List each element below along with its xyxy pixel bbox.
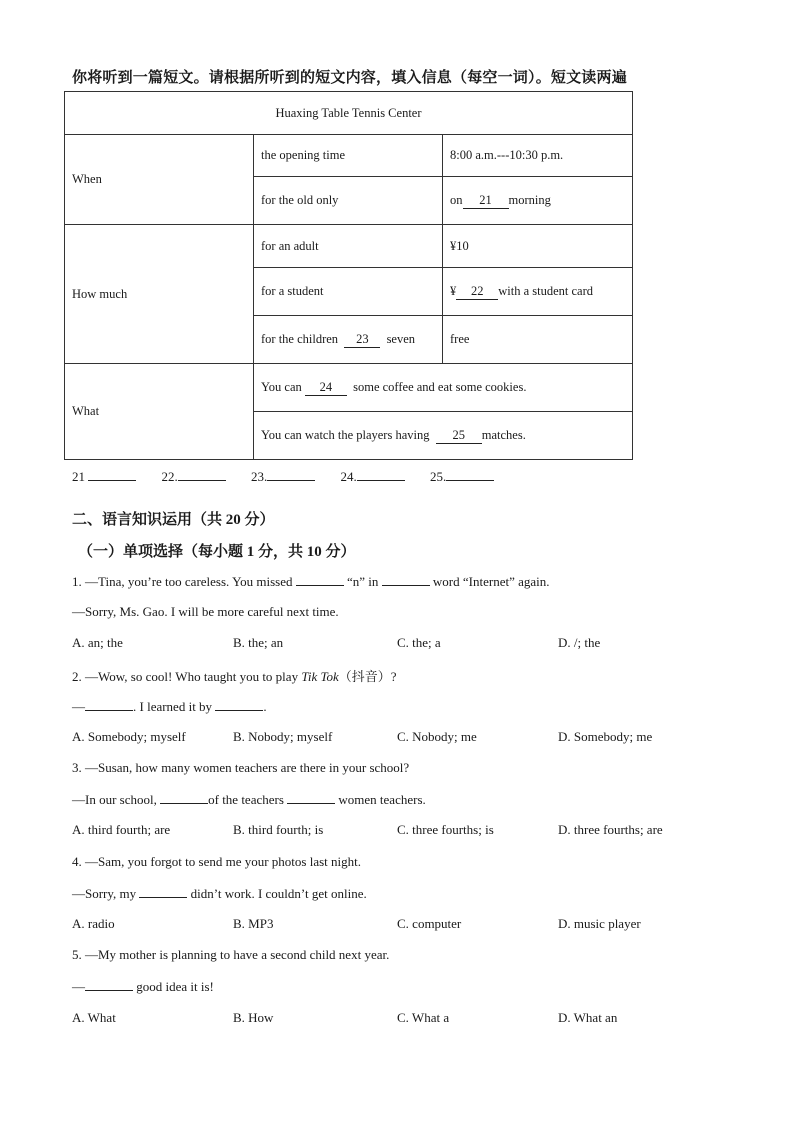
option-b[interactable]: B. How [233, 1010, 274, 1025]
blank-21: 21 [463, 193, 509, 209]
question-2-reply [72, 698, 267, 715]
subsection-title: （一）单项选择（每小题 1 分，共 10 分） [78, 544, 356, 560]
question-1-reply: —Sorry, Ms. Gao. I will be more careful next time. [72, 604, 339, 619]
option-a[interactable]: A. Somebody; myself [72, 729, 186, 744]
blank [85, 698, 133, 711]
answer-number: 21 [72, 469, 85, 484]
cell-text: You can [261, 379, 302, 394]
table-cell: for the old only [254, 177, 443, 225]
answer-blank[interactable] [88, 468, 136, 481]
info-table [64, 91, 633, 460]
option-b[interactable]: B. third fourth; is [233, 822, 324, 837]
option-c[interactable]: C. three fourths; is [397, 822, 494, 837]
cell-text: matches. [481, 427, 526, 442]
table-cell [443, 268, 633, 316]
cell-text: with a student card [498, 283, 594, 298]
table-cell [443, 177, 633, 225]
blank [215, 698, 263, 711]
question-4-reply [72, 885, 367, 902]
cell-text: on [450, 192, 463, 207]
what-label: What [65, 364, 254, 460]
answer-blank[interactable] [267, 468, 315, 481]
answer-blank[interactable] [178, 468, 226, 481]
blank-22: 22 [456, 284, 498, 300]
question-text: good idea it is! [136, 979, 214, 994]
question-3-reply [72, 791, 426, 808]
question-text: — [72, 699, 85, 714]
listening-instruction: 你将听到一篇短文。请根据所听到的短文内容，填入信息（每空一词）。短文读两遍 [72, 70, 627, 86]
section-title: 二、语言知识运用（共 20 分） [72, 512, 275, 528]
table-cell [254, 316, 443, 364]
blank [382, 573, 430, 586]
option-b[interactable]: B. MP3 [233, 916, 274, 931]
question-text: word “Internet” again. [432, 574, 550, 589]
option-a[interactable]: A. What [72, 1010, 116, 1025]
option-a[interactable]: A. third fourth; are [72, 822, 171, 837]
question-text: . [263, 699, 267, 714]
blank [139, 885, 187, 898]
option-c[interactable]: C. Nobody; me [397, 729, 477, 744]
cell-text: ¥ [450, 283, 457, 298]
blank [287, 791, 335, 804]
option-d[interactable]: D. music player [558, 916, 641, 931]
table-cell [254, 364, 633, 412]
question-text: “n” in [347, 574, 379, 589]
answer-number: 23. [251, 469, 268, 484]
blank-24: 24 [305, 380, 347, 396]
blank-25: 25 [436, 428, 482, 444]
question-1-line [72, 573, 550, 590]
cell-text: morning [508, 192, 551, 207]
cell-text: seven [386, 331, 416, 346]
question-text: didn’t work. I couldn’t get online. [190, 886, 367, 901]
option-a[interactable]: A. an; the [72, 635, 123, 650]
question-text: —Sorry, my [72, 886, 137, 901]
table-cell: ¥10 [443, 225, 633, 268]
question-5-reply [72, 978, 214, 995]
table-cell: the opening time [254, 135, 443, 177]
question-text: of the teachers [208, 792, 284, 807]
blank [296, 573, 344, 586]
question-text: 1. —Tina, you’re too careless. You missed [72, 574, 293, 589]
question-5-line: 5. —My mother is planning to have a second child next year. [72, 947, 390, 962]
question-text: —In our school, [72, 792, 157, 807]
question-2-line [72, 666, 397, 685]
option-c[interactable]: C. computer [397, 916, 462, 931]
option-d[interactable]: D. /; the [558, 635, 601, 650]
table-cell [254, 412, 633, 460]
option-d[interactable]: D. three fourths; are [558, 822, 663, 837]
question-text: . I learned it by [133, 699, 213, 714]
option-a[interactable]: A. radio [72, 916, 115, 931]
table-cell: free [443, 316, 633, 364]
option-d[interactable]: D. What an [558, 1010, 618, 1025]
answer-line [72, 468, 516, 485]
table-title: Huaxing Table Tennis Center [65, 92, 633, 135]
question-text: 2. —Wow, so cool! Who taught you to play [72, 669, 299, 684]
answer-number: 22. [161, 469, 178, 484]
option-b[interactable]: B. the; an [233, 635, 284, 650]
cell-text: some coffee and eat some cookies. [353, 379, 527, 394]
answer-blank[interactable] [446, 468, 494, 481]
option-c[interactable]: C. the; a [397, 635, 441, 650]
blank [160, 791, 208, 804]
option-d[interactable]: D. Somebody; me [558, 729, 653, 744]
question-3-line: 3. —Susan, how many women teachers are there in your school? [72, 760, 410, 775]
blank-23: 23 [344, 332, 380, 348]
option-c[interactable]: C. What a [397, 1010, 450, 1025]
how-much-label: How much [65, 225, 254, 364]
answer-number: 24. [340, 469, 357, 484]
table-cell: for a student [254, 268, 443, 316]
question-text-italic: Tik Tok [301, 669, 339, 684]
table-cell: for an adult [254, 225, 443, 268]
cell-text: You can watch the players having [261, 427, 430, 442]
option-b[interactable]: B. Nobody; myself [233, 729, 333, 744]
blank [85, 978, 133, 991]
when-label: When [65, 135, 254, 225]
cell-text: for the children [261, 331, 339, 346]
question-text: — [72, 979, 85, 994]
question-4-line: 4. —Sam, you forgot to send me your photos last night. [72, 854, 361, 869]
question-text: （抖音）? [338, 669, 397, 684]
table-cell: 8:00 a.m.---10:30 p.m. [443, 135, 633, 177]
answer-number: 25. [430, 469, 447, 484]
question-text: women teachers. [338, 792, 426, 807]
answer-blank[interactable] [357, 468, 405, 481]
